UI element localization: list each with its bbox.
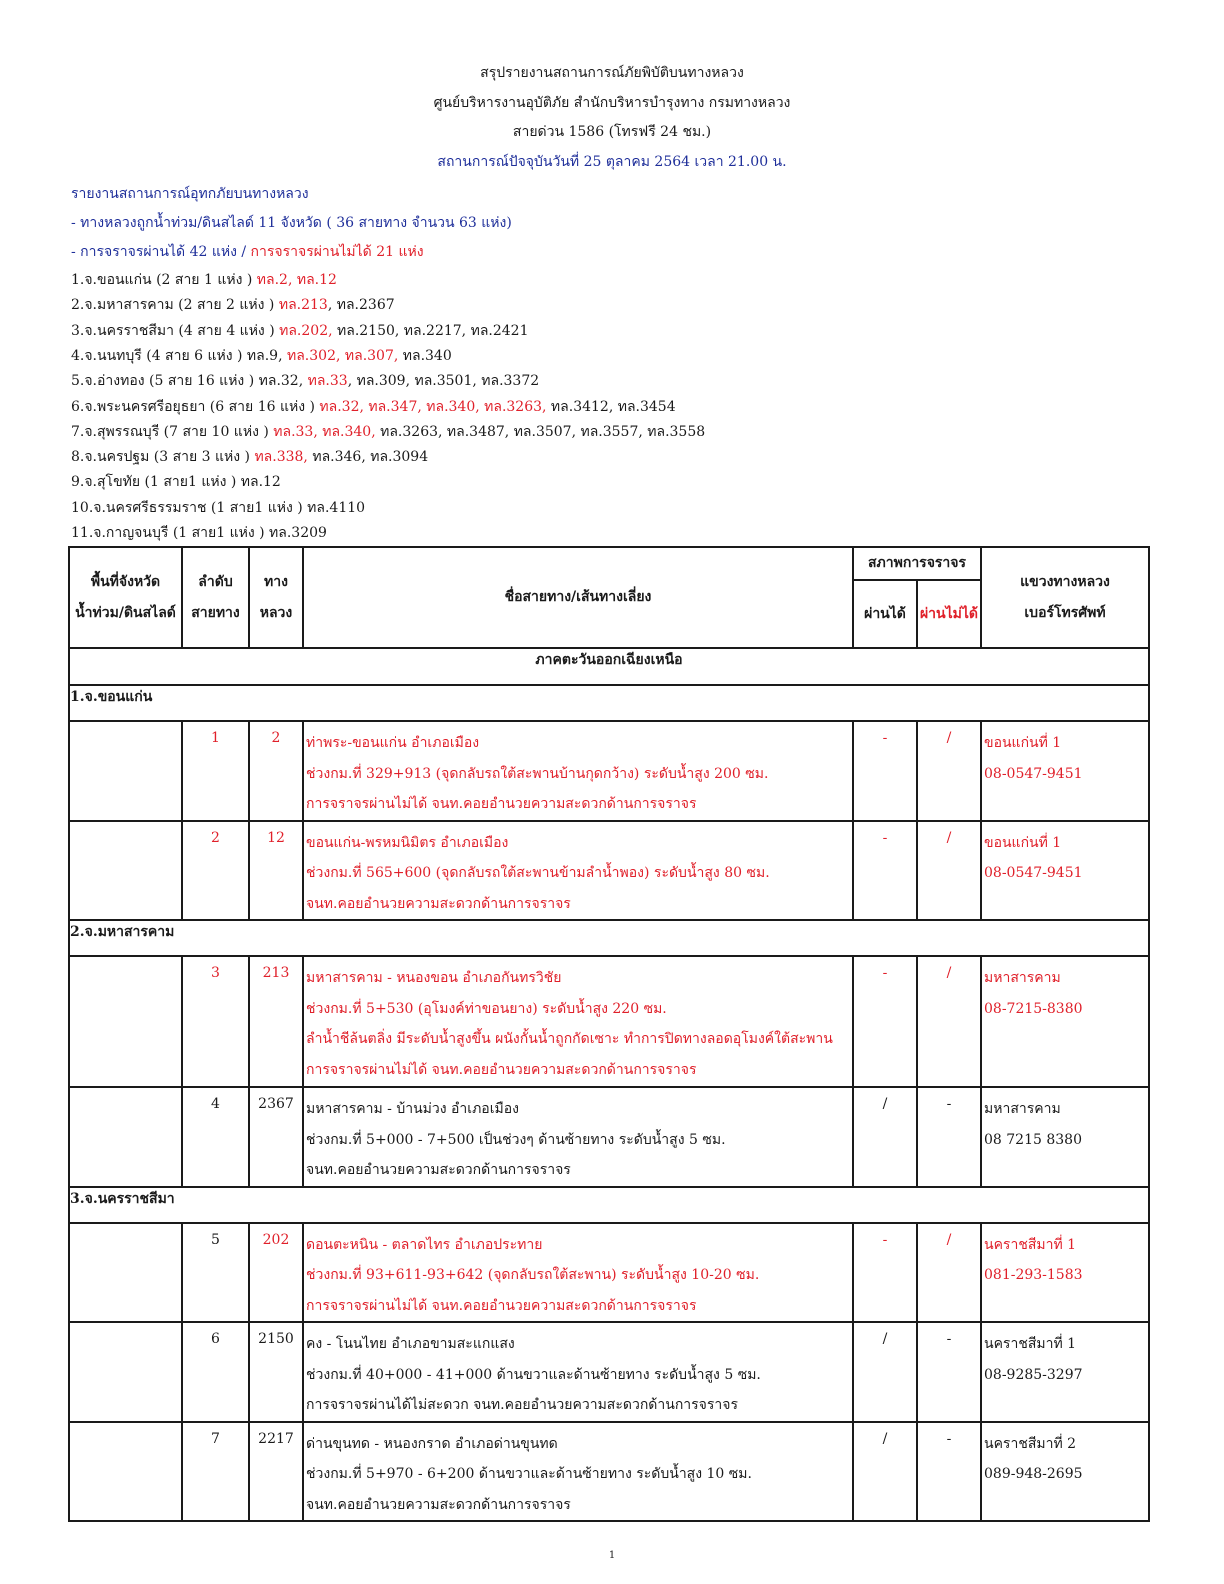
order-cell: 4 <box>182 1087 249 1187</box>
district-name: นคราชสีมาที่ 1 <box>984 1336 1077 1352</box>
province-summary-label: 9.จ.สุโขทัย (1 สาย1 แห่ง ) ทล.12 <box>71 474 281 491</box>
report-title: สรุปรายงานสถานการณ์ภัยพิบัติบนทางหลวง <box>480 65 744 81</box>
route-cell <box>303 956 853 1087</box>
province-summary-impassable-routes: ทล.213 <box>278 297 328 314</box>
passable-cell: / <box>853 1087 917 1187</box>
province-summary-item <box>71 370 539 392</box>
district-cell <box>981 1087 1149 1187</box>
province-row: 3.จ.นครราชสีมา <box>69 1187 1149 1223</box>
district-phone: 08-0547-9451 <box>984 765 1083 782</box>
route-line: ช่วงกม.ที่ 329+913 (จุดกลับรถใต้สะพานบ้านกุดกว้าง) ระดับน้ำสูง 200 ซม. <box>306 765 769 782</box>
header-passable: ผ่านได้ <box>853 580 917 648</box>
province-summary-item <box>71 497 365 519</box>
header-impassable: ผ่านไม่ได้ <box>917 580 981 648</box>
route-line: ด่านขุนทด - หนองกราด อำเภอด่านขุนทด <box>306 1435 558 1452</box>
header-traffic-status: สภาพการจราจร <box>853 547 981 580</box>
header-district: แขวงทางหลวง เบอร์โทรศัพท์ <box>981 547 1149 648</box>
highway-cell: 12 <box>249 821 303 921</box>
province-summary-impassable-routes: ทล.202, <box>279 322 333 339</box>
province-summary-impassable-routes: ทล.33 <box>307 373 348 390</box>
province-summary-impassable-routes: ทล.338, <box>254 449 308 466</box>
province-summary-item <box>71 269 337 291</box>
impassable-cell: - <box>917 1087 981 1187</box>
area-cell <box>69 1223 182 1323</box>
district-phone: 089-948-2695 <box>984 1466 1083 1482</box>
header-highway: ทาง หลวง <box>249 547 303 648</box>
district-name: มหาสารคาม <box>984 970 1061 986</box>
district-phone: 081-293-1583 <box>984 1267 1083 1283</box>
route-line: ช่วงกม.ที่ 5+970 - 6+200 ด้านขวาและด้านซ้ายทาง ระดับน้ำสูง 10 ซม. <box>306 1466 752 1482</box>
summary-impassable: การจราจรผ่านไม่ได้ 21 แห่ง <box>250 244 424 260</box>
province-summary-passable-routes: , ทล.2367 <box>327 297 395 314</box>
province-summary-label: 1.จ.ขอนแก่น (2 สาย 1 แห่ง ) <box>71 272 257 288</box>
province-summary-item <box>71 396 676 418</box>
province-summary-passable-routes: ทล.340 <box>398 347 452 364</box>
highway-cell: 2150 <box>249 1322 303 1422</box>
route-line: คง - โนนไทย อำเภอขามสะแกแสง <box>306 1336 515 1352</box>
highway-cell: 202 <box>249 1223 303 1323</box>
route-line: ช่วงกม.ที่ 40+000 - 41+000 ด้านขวาและด้านซ้ายทาง ระดับน้ำสูง 5 ซม. <box>306 1366 761 1383</box>
province-summary-item <box>71 320 528 342</box>
province-summary-passable-routes: ทล.2150, ทล.2217, ทล.2421 <box>332 322 529 339</box>
district-cell <box>981 1322 1149 1422</box>
province-summary-item <box>71 294 395 316</box>
province-summary-label: 6.จ.พระนครศรีอยุธยา (6 สาย 16 แห่ง ) <box>71 398 320 415</box>
report-organization: ศูนย์บริหารงานอุบัติภัย สำนักบริหารบำรุงทาง กรมทางหลวง <box>433 95 791 111</box>
province-summary-impassable-routes: ทล.2, ทล.12 <box>256 272 337 288</box>
highway-cell: 2367 <box>249 1087 303 1187</box>
header-order: ลำดับ สายทาง <box>182 547 249 648</box>
route-line: การจราจรผ่านไม่ได้ จนท.คอยอำนวยความสะดวกด้านการจราจร <box>306 796 697 812</box>
district-cell <box>981 1223 1149 1323</box>
passable-cell: - <box>853 956 917 1087</box>
province-summary-item <box>71 522 327 544</box>
impassable-cell: / <box>917 721 981 821</box>
impassable-cell: / <box>917 821 981 921</box>
highway-cell: 2 <box>249 721 303 821</box>
passable-cell: - <box>853 721 917 821</box>
route-line: ช่วงกม.ที่ 5+530 (อุโมงค์ท่าขอนยาง) ระดับน้ำสูง 220 ซม. <box>306 1000 667 1017</box>
header-area: พื้นที่จังหวัด น้ำท่วม/ดินสไลด์ <box>69 547 182 648</box>
district-phone: 08 7215 8380 <box>984 1131 1082 1148</box>
province-summary-item <box>71 345 452 367</box>
passable-cell: - <box>853 1223 917 1323</box>
district-cell <box>981 956 1149 1087</box>
route-cell <box>303 1322 853 1422</box>
route-line: ช่วงกม.ที่ 5+000 - 7+500 เป็นช่วงๆ ด้านซ้ายทาง ระดับน้ำสูง 5 ซม. <box>306 1131 726 1148</box>
summary-affected: - ทางหลวงถูกน้ำท่วม/ดินสไลด์ 11 จังหวัด ( 36 สายทาง จำนวน 63 แห่ง) <box>71 215 512 231</box>
header-route: ชื่อสายทาง/เส้นทางเลี่ยง <box>303 547 853 648</box>
situation-datetime: สถานการณ์ปัจจุบันวันที่ 25 ตุลาคม 2564 เวลา 21.00 น. <box>437 154 787 170</box>
highway-cell: 213 <box>249 956 303 1087</box>
district-name: นคราชสีมาที่ 1 <box>984 1236 1077 1253</box>
impassable-cell: - <box>917 1322 981 1422</box>
district-cell <box>981 821 1149 921</box>
district-phone: 08-0547-9451 <box>984 865 1083 881</box>
impassable-cell: / <box>917 1223 981 1323</box>
order-cell: 3 <box>182 956 249 1087</box>
area-cell <box>69 821 182 921</box>
route-cell <box>303 821 853 921</box>
area-cell <box>69 1322 182 1422</box>
area-cell <box>69 956 182 1087</box>
route-line: จนท.คอยอำนวยความสะดวกด้านการจราจร <box>306 895 571 912</box>
province-summary-label: 7.จ.สุพรรณบุรี (7 สาย 10 แห่ง ) <box>71 423 274 440</box>
province-summary-item <box>71 471 281 493</box>
route-line: มหาสารคาม - หนองขอน อำเภอกันทรวิชัย <box>306 970 562 986</box>
route-line: ลำน้ำชีล้นตลิ่ง มีระดับน้ำสูงขึ้น ผนังกั้นน้ำถูกกัดเซาะ ทำการปิดทางลอดอุโมงค์ใต้สะพาน <box>306 1031 833 1047</box>
highway-cell: 2217 <box>249 1422 303 1522</box>
route-line: จนท.คอยอำนวยความสะดวกด้านการจราจร <box>306 1496 571 1513</box>
district-phone: 08-7215-8380 <box>984 1000 1083 1017</box>
district-name: นคราชสีมาที่ 2 <box>984 1435 1077 1452</box>
province-summary-item <box>71 446 428 468</box>
province-summary-impassable-routes: ทล.32, ทล.347, ทล.340, ทล.3263, <box>319 398 547 415</box>
page-number: 1 <box>608 1550 616 1561</box>
route-cell <box>303 1223 853 1323</box>
route-line: ขอนแก่น-พรหมนิมิตร อำเภอเมือง <box>306 834 509 851</box>
province-summary-passable-routes: ทล.3263, ทล.3487, ทล.3507, ทล.3557, ทล.3558 <box>375 423 706 440</box>
summary-heading: รายงานสถานการณ์อุทกภัยบนทางหลวง <box>71 186 309 202</box>
province-summary-label: 11.จ.กาญจนบุรี (1 สาย1 แห่ง ) ทล.3209 <box>71 525 327 541</box>
table-row <box>69 1322 1149 1422</box>
province-summary-impassable-routes: ทล.33, ทล.340, <box>273 423 376 440</box>
table-row <box>69 1223 1149 1323</box>
area-cell <box>69 1087 182 1187</box>
district-name: ขอนแก่นที่ 1 <box>984 735 1062 751</box>
impassable-cell: / <box>917 956 981 1087</box>
passable-cell: / <box>853 1322 917 1422</box>
order-cell: 1 <box>182 721 249 821</box>
district-phone: 08-9285-3297 <box>984 1366 1083 1383</box>
order-cell: 5 <box>182 1223 249 1323</box>
route-line: การจราจรผ่านไม่ได้ จนท.คอยอำนวยความสะดวกด้านการจราจร <box>306 1061 697 1078</box>
region-row: ภาคตะวันออกเฉียงเหนือ <box>69 648 1149 685</box>
table-row <box>69 721 1149 821</box>
district-cell <box>981 721 1149 821</box>
disaster-table <box>68 546 1150 1522</box>
order-cell: 2 <box>182 821 249 921</box>
province-summary-passable-routes: ทล.3412, ทล.3454 <box>546 398 676 415</box>
province-row: 2.จ.มหาสารคาม <box>69 920 1149 956</box>
province-summary-label: 5.จ.อ่างทอง (5 สาย 16 แห่ง ) ทล.32, <box>71 373 308 390</box>
order-cell: 7 <box>182 1422 249 1522</box>
district-cell <box>981 1422 1149 1522</box>
route-cell <box>303 1422 853 1522</box>
table-row <box>69 1087 1149 1187</box>
route-cell <box>303 1087 853 1187</box>
province-summary-label: 4.จ.นนทบุรี (4 สาย 6 แห่ง ) ทล.9, <box>71 347 287 364</box>
district-name: มหาสารคาม <box>984 1101 1061 1117</box>
route-line: มหาสารคาม - บ้านม่วง อำเภอเมือง <box>306 1101 519 1117</box>
order-cell: 6 <box>182 1322 249 1422</box>
passable-cell: - <box>853 821 917 921</box>
table-row <box>69 1422 1149 1522</box>
route-line: ท่าพระ-ขอนแก่น อำเภอเมือง <box>306 735 480 751</box>
district-name: ขอนแก่นที่ 1 <box>984 834 1062 851</box>
route-line: ดอนตะหนิน - ตลาดไทร อำเภอประทาย <box>306 1236 543 1253</box>
route-line: จนท.คอยอำนวยความสะดวกด้านการจราจร <box>306 1162 571 1178</box>
summary-traffic <box>71 241 424 263</box>
passable-cell: / <box>853 1422 917 1522</box>
area-cell <box>69 721 182 821</box>
province-summary-impassable-routes: ทล.302, ทล.307, <box>287 347 399 364</box>
province-summary-passable-routes: , ทล.309, ทล.3501, ทล.3372 <box>347 373 540 390</box>
table-row <box>69 821 1149 921</box>
impassable-cell: - <box>917 1422 981 1522</box>
route-line: ช่วงกม.ที่ 93+611-93+642 (จุดกลับรถใต้สะพาน) ระดับน้ำสูง 10-20 ซม. <box>306 1267 760 1283</box>
summary-passable: - การจราจรผ่านได้ 42 แห่ง / <box>71 244 251 260</box>
province-summary-label: 2.จ.มหาสารคาม (2 สาย 2 แห่ง ) <box>71 297 279 314</box>
area-cell <box>69 1422 182 1522</box>
table-row <box>69 956 1149 1087</box>
route-line: ช่วงกม.ที่ 565+600 (จุดกลับรถใต้สะพานข้ามลำน้ำพอง) ระดับน้ำสูง 80 ซม. <box>306 865 770 881</box>
route-cell <box>303 721 853 821</box>
province-summary-label: 3.จ.นครราชสีมา (4 สาย 4 แห่ง ) <box>71 322 280 339</box>
hotline-text: สายด่วน 1586 (โทรฟรี 24 ชม.) <box>512 124 712 140</box>
province-summary-label: 8.จ.นครปฐม (3 สาย 3 แห่ง ) <box>71 449 255 466</box>
province-row: 1.จ.ขอนแก่น <box>69 685 1149 721</box>
route-line: การจราจรผ่านได้ไม่สะดวก จนท.คอยอำนวยความสะดวกด้านการจราจร <box>306 1397 738 1413</box>
province-summary-passable-routes: ทล.346, ทล.3094 <box>307 449 429 466</box>
province-summary-label: 10.จ.นครศรีธรรมราช (1 สาย1 แห่ง ) ทล.4110 <box>71 499 366 516</box>
route-line: การจราจรผ่านไม่ได้ จนท.คอยอำนวยความสะดวกด้านการจราจร <box>306 1297 697 1314</box>
province-summary-item <box>71 421 705 443</box>
